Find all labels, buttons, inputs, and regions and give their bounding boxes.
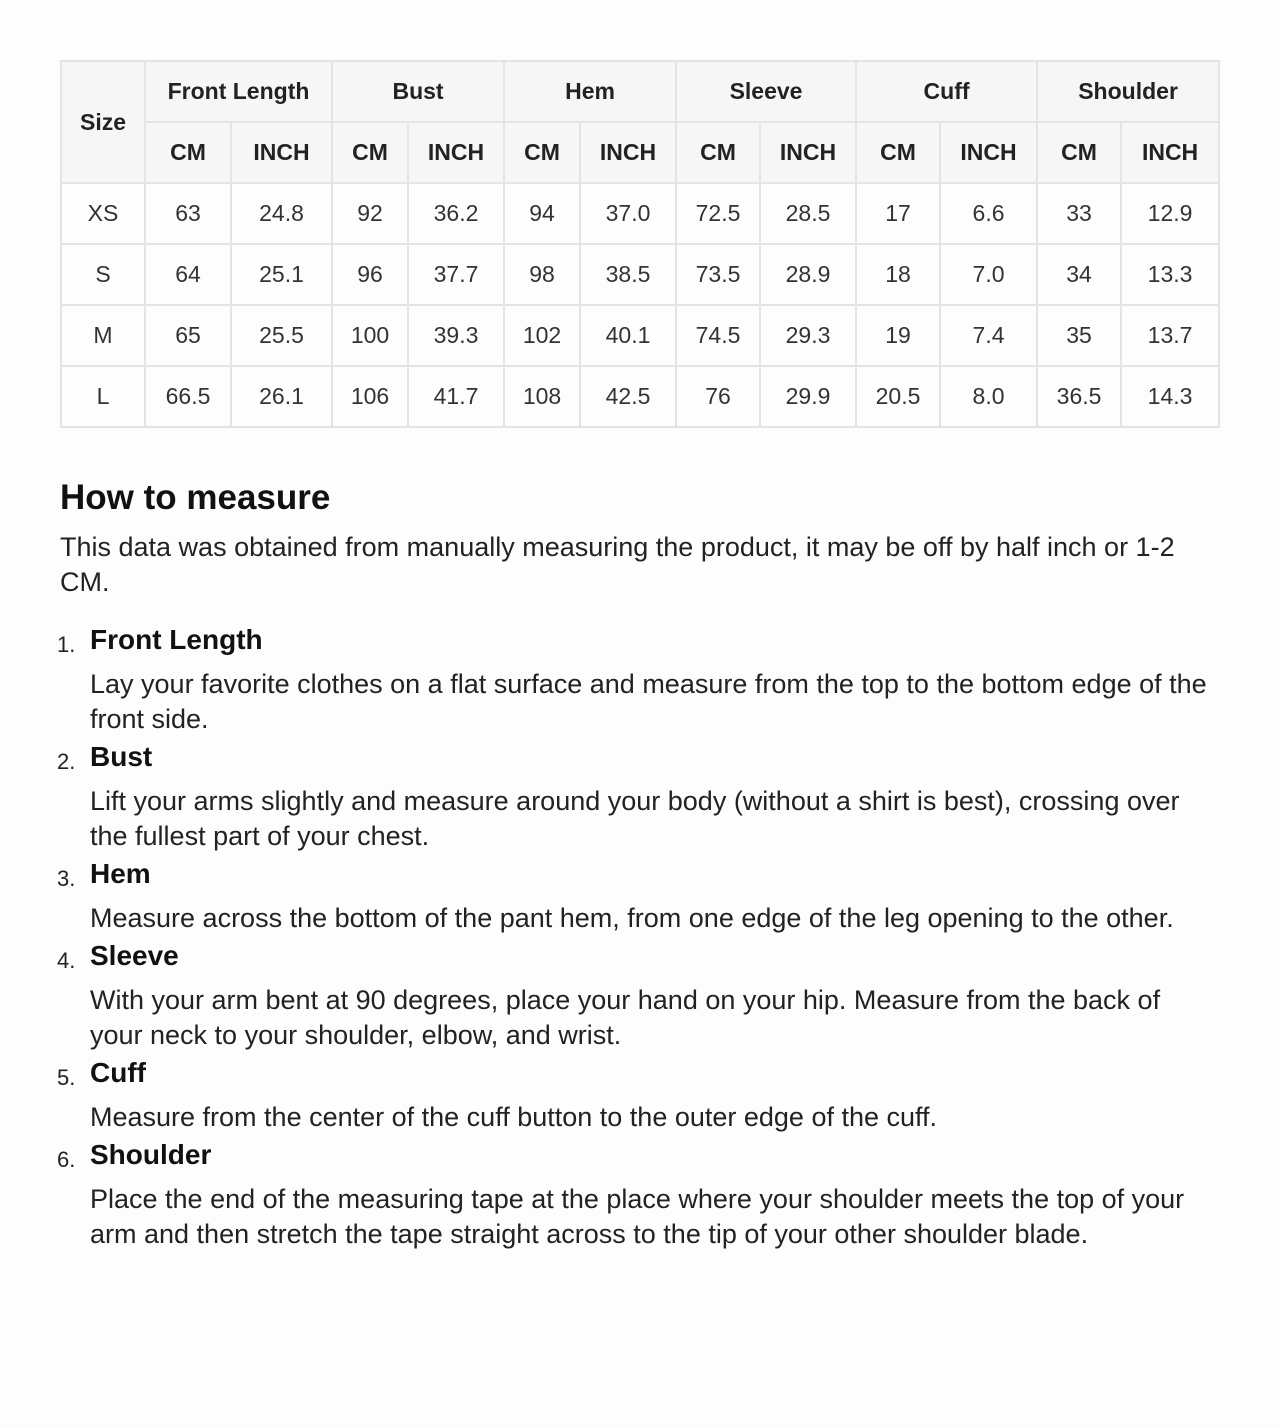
table-cell: 64 [145, 244, 231, 305]
unit-header-cm: CM [676, 122, 760, 183]
table-cell: 7.0 [940, 244, 1037, 305]
table-cell: 26.1 [231, 366, 332, 427]
step-description: Place the end of the measuring tape at the place where your shoulder meets the top of your arm and then stretch the tape straight across to the tip of your other shoulder blade. [90, 1184, 1185, 1249]
unit-header-cm: CM [1037, 122, 1121, 183]
unit-header-inch: INCH [580, 122, 676, 183]
unit-header-cm: CM [145, 122, 231, 183]
table-cell: 13.7 [1121, 305, 1219, 366]
table-row [61, 305, 1219, 366]
table-cell: 29.3 [760, 305, 856, 366]
size-header: Size [61, 61, 145, 183]
table-cell: 63 [145, 183, 231, 244]
table-cell: 17 [856, 183, 940, 244]
step-description: Lay your favorite clothes on a flat surface and measure from the top to the bottom edge of the front side. [90, 669, 1207, 734]
table-cell: 94 [504, 183, 580, 244]
step-description: Measure from the center of the cuff button to the outer edge of the cuff. [90, 1102, 938, 1132]
table-cell: 28.5 [760, 183, 856, 244]
table-cell: 36.5 [1037, 366, 1121, 427]
group-header-hem: Hem [504, 61, 676, 122]
table-cell: 24.8 [231, 183, 332, 244]
unit-header-cm: CM [332, 122, 408, 183]
table-cell: 41.7 [408, 366, 504, 427]
group-header-front-length: Front Length [145, 61, 332, 122]
how-to-measure-heading: How to measure [60, 478, 331, 517]
table-cell: 74.5 [676, 305, 760, 366]
list-item [57, 1135, 1220, 1252]
step-heading: Sleeve [90, 940, 179, 971]
table-cell: 106 [332, 366, 408, 427]
table-cell: 25.1 [231, 244, 332, 305]
table-cell: 19 [856, 305, 940, 366]
list-item [57, 854, 1220, 936]
table-header-group-row [61, 61, 1219, 122]
table-cell: 20.5 [856, 366, 940, 427]
list-item [57, 1053, 1220, 1135]
step-description: Measure across the bottom of the pant hem, from one edge of the leg opening to the other. [90, 903, 1174, 933]
unit-header-cm: CM [856, 122, 940, 183]
unit-header-inch: INCH [940, 122, 1037, 183]
table-cell: 18 [856, 244, 940, 305]
table-cell: 38.5 [580, 244, 676, 305]
table-row [61, 366, 1219, 427]
list-item [57, 737, 1220, 854]
size-cell: XS [61, 183, 145, 244]
group-header-cuff: Cuff [856, 61, 1037, 122]
table-cell: 29.9 [760, 366, 856, 427]
measure-steps-list [57, 620, 1220, 1252]
unit-header-inch: INCH [760, 122, 856, 183]
table-cell: 76 [676, 366, 760, 427]
table-cell: 40.1 [580, 305, 676, 366]
step-heading: Shoulder [90, 1139, 212, 1170]
table-row [61, 244, 1219, 305]
table-cell: 73.5 [676, 244, 760, 305]
step-number: 6. [57, 1147, 76, 1172]
table-cell: 92 [332, 183, 408, 244]
table-cell: 98 [504, 244, 580, 305]
table-cell: 34 [1037, 244, 1121, 305]
table-cell: 96 [332, 244, 408, 305]
step-heading: Hem [90, 858, 151, 889]
table-cell: 33 [1037, 183, 1121, 244]
table-cell: 37.0 [580, 183, 676, 244]
group-header-sleeve: Sleeve [676, 61, 856, 122]
table-cell: 14.3 [1121, 366, 1219, 427]
unit-header-inch: INCH [231, 122, 332, 183]
table-cell: 36.2 [408, 183, 504, 244]
group-header-shoulder: Shoulder [1037, 61, 1219, 122]
step-heading: Bust [90, 741, 153, 772]
step-description: With your arm bent at 90 degrees, place your hand on your hip. Measure from the back of your neck to your shoulder, elbow, and wrist. [90, 985, 1161, 1050]
list-item [57, 620, 1220, 737]
table-cell: 25.5 [231, 305, 332, 366]
unit-header-inch: INCH [1121, 122, 1219, 183]
table-cell: 37.7 [408, 244, 504, 305]
table-cell: 72.5 [676, 183, 760, 244]
step-number: 1. [57, 632, 76, 657]
step-number: 5. [57, 1065, 76, 1090]
table-row [61, 183, 1219, 244]
step-number: 4. [57, 948, 76, 973]
table-cell: 13.3 [1121, 244, 1219, 305]
size-cell: L [61, 366, 145, 427]
table-cell: 8.0 [940, 366, 1037, 427]
measure-intro-text: This data was obtained from manually measuring the product, it may be off by half inch or 1-2 CM. [60, 532, 1175, 597]
table-cell: 65 [145, 305, 231, 366]
table-cell: 39.3 [408, 305, 504, 366]
table-cell: 7.4 [940, 305, 1037, 366]
table-header-unit-row [61, 122, 1219, 183]
table-cell: 28.9 [760, 244, 856, 305]
step-heading: Cuff [90, 1057, 146, 1088]
list-item [57, 936, 1220, 1053]
unit-header-cm: CM [504, 122, 580, 183]
size-cell: M [61, 305, 145, 366]
table-cell: 102 [504, 305, 580, 366]
step-number: 3. [57, 866, 76, 891]
table-cell: 42.5 [580, 366, 676, 427]
group-header-bust: Bust [332, 61, 504, 122]
table-cell: 108 [504, 366, 580, 427]
step-number: 2. [57, 749, 76, 774]
step-heading: Front Length [90, 624, 263, 655]
step-description: Lift your arms slightly and measure around your body (without a shirt is best), crossing over the fullest part of your chest. [90, 786, 1180, 851]
table-cell: 12.9 [1121, 183, 1219, 244]
size-cell: S [61, 244, 145, 305]
unit-header-inch: INCH [408, 122, 504, 183]
table-cell: 66.5 [145, 366, 231, 427]
table-cell: 6.6 [940, 183, 1037, 244]
table-cell: 100 [332, 305, 408, 366]
table-cell: 35 [1037, 305, 1121, 366]
size-chart-table [60, 60, 1220, 428]
